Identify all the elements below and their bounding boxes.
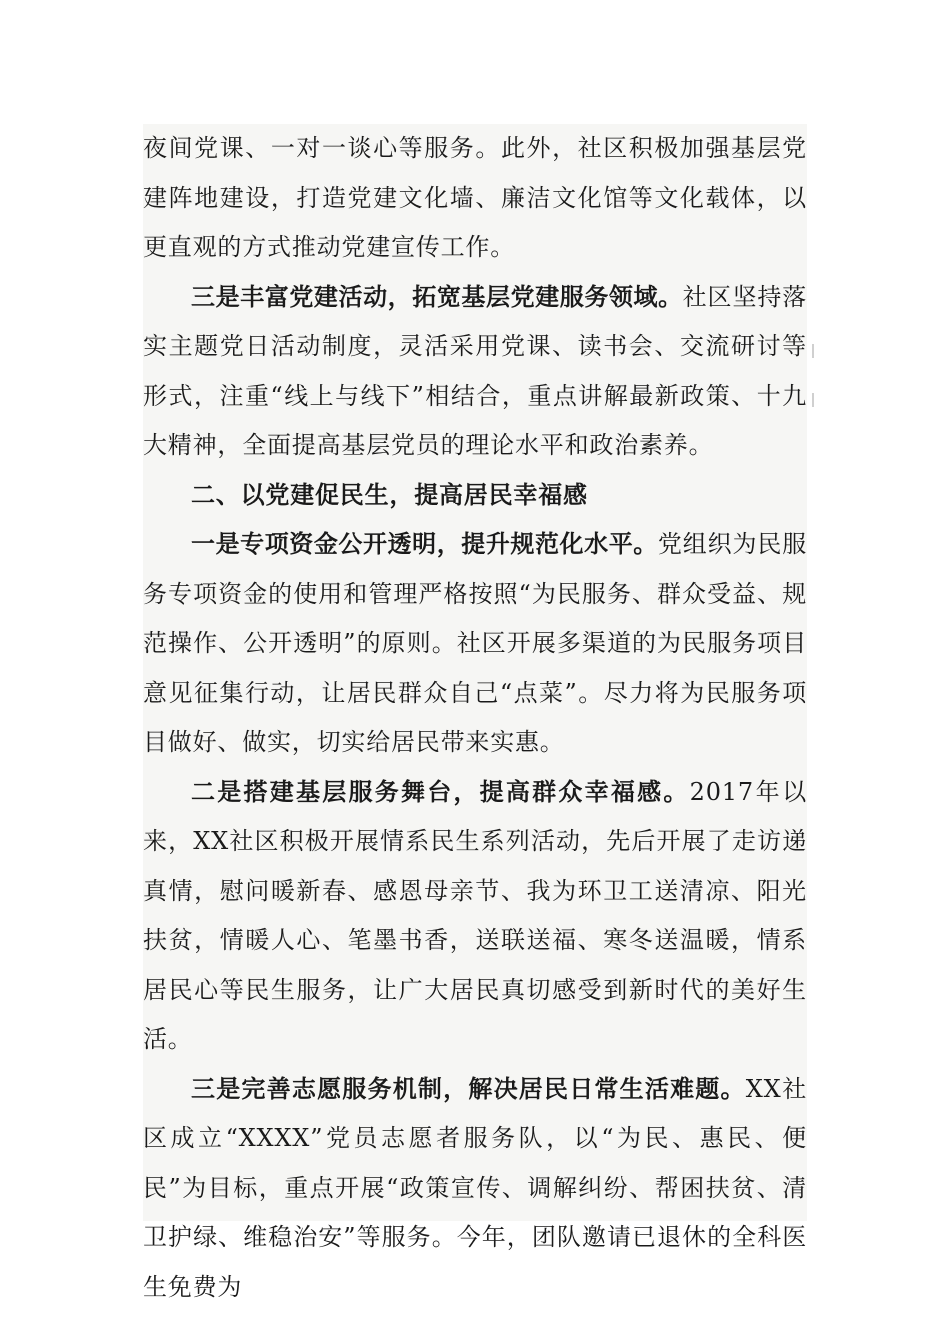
paragraph-4 [143, 768, 807, 1065]
paragraph-5-text: XX社区成立“XXXX”党员志愿者服务队，以“为民、惠民、便民”为目标，重点开展“政策宣传、调解纠纷、帮困扶贫、清卫护绿、维稳治安”等服务。今年，团队邀请已退休的全科医生免费为 [143, 1074, 808, 1301]
paragraph-4-lead: 二是搭建基层服务舞台，提高群众幸福感。 [191, 777, 690, 806]
paragraph-2-lead: 三是丰富党建活动，拓宽基层党建服务领域。 [191, 282, 683, 311]
margin-mark [812, 393, 814, 407]
paragraph-2-text: 社区坚持落实主题党日活动制度，灵活采用党课、读书会、交流研讨等形式，注重“线上与线下”相结合，重点讲解最新政策、十九大精神，全面提高基层党员的理论水平和政治素养。 [143, 282, 808, 459]
margin-mark [812, 344, 814, 358]
paragraph-1 [143, 124, 807, 273]
paragraph-2 [143, 273, 807, 471]
paragraph-5 [143, 1065, 807, 1313]
paragraph-5-lead: 三是完善志愿服务机制，解决居民日常生活难题。 [191, 1074, 746, 1103]
section-heading [143, 471, 807, 521]
paragraph-3-lead: 一是专项资金公开透明，提升规范化水平。 [191, 530, 658, 558]
paragraph-3 [143, 520, 807, 768]
paragraph-1-text: 夜间党课、一对一谈心等服务。此外，社区积极加强基层党建阵地建设，打造党建文化墙、廉洁文化馆等文化载体，以更直观的方式推动党建宣传工作。 [143, 134, 807, 261]
paragraph-3-text: 党组织为民服务专项资金的使用和管理严格按照“为民服务、群众受益、规范操作、公开透明”的原则。社区开展多渠道的为民服务项目意见征集行动，让居民群众自己“点菜”。尽力将为民服务项目做好、做实，切实给居民带来实惠。 [143, 530, 807, 756]
paragraph-4-text: 2017年以来，XX社区积极开展情系民生系列活动，先后开展了走访递真情，慰问暖新春、感恩母亲节、我为环卫工送清凉、阳光扶贫，情暖人心、笔墨书香，送联送福、寒冬送温暖，情系居民心等民生服务，让广大居民真切感受到新时代的美好生活。 [143, 777, 807, 1053]
document-body [143, 124, 807, 1312]
section-heading-text: 二、以党建促民生，提高居民幸福感 [191, 480, 588, 509]
